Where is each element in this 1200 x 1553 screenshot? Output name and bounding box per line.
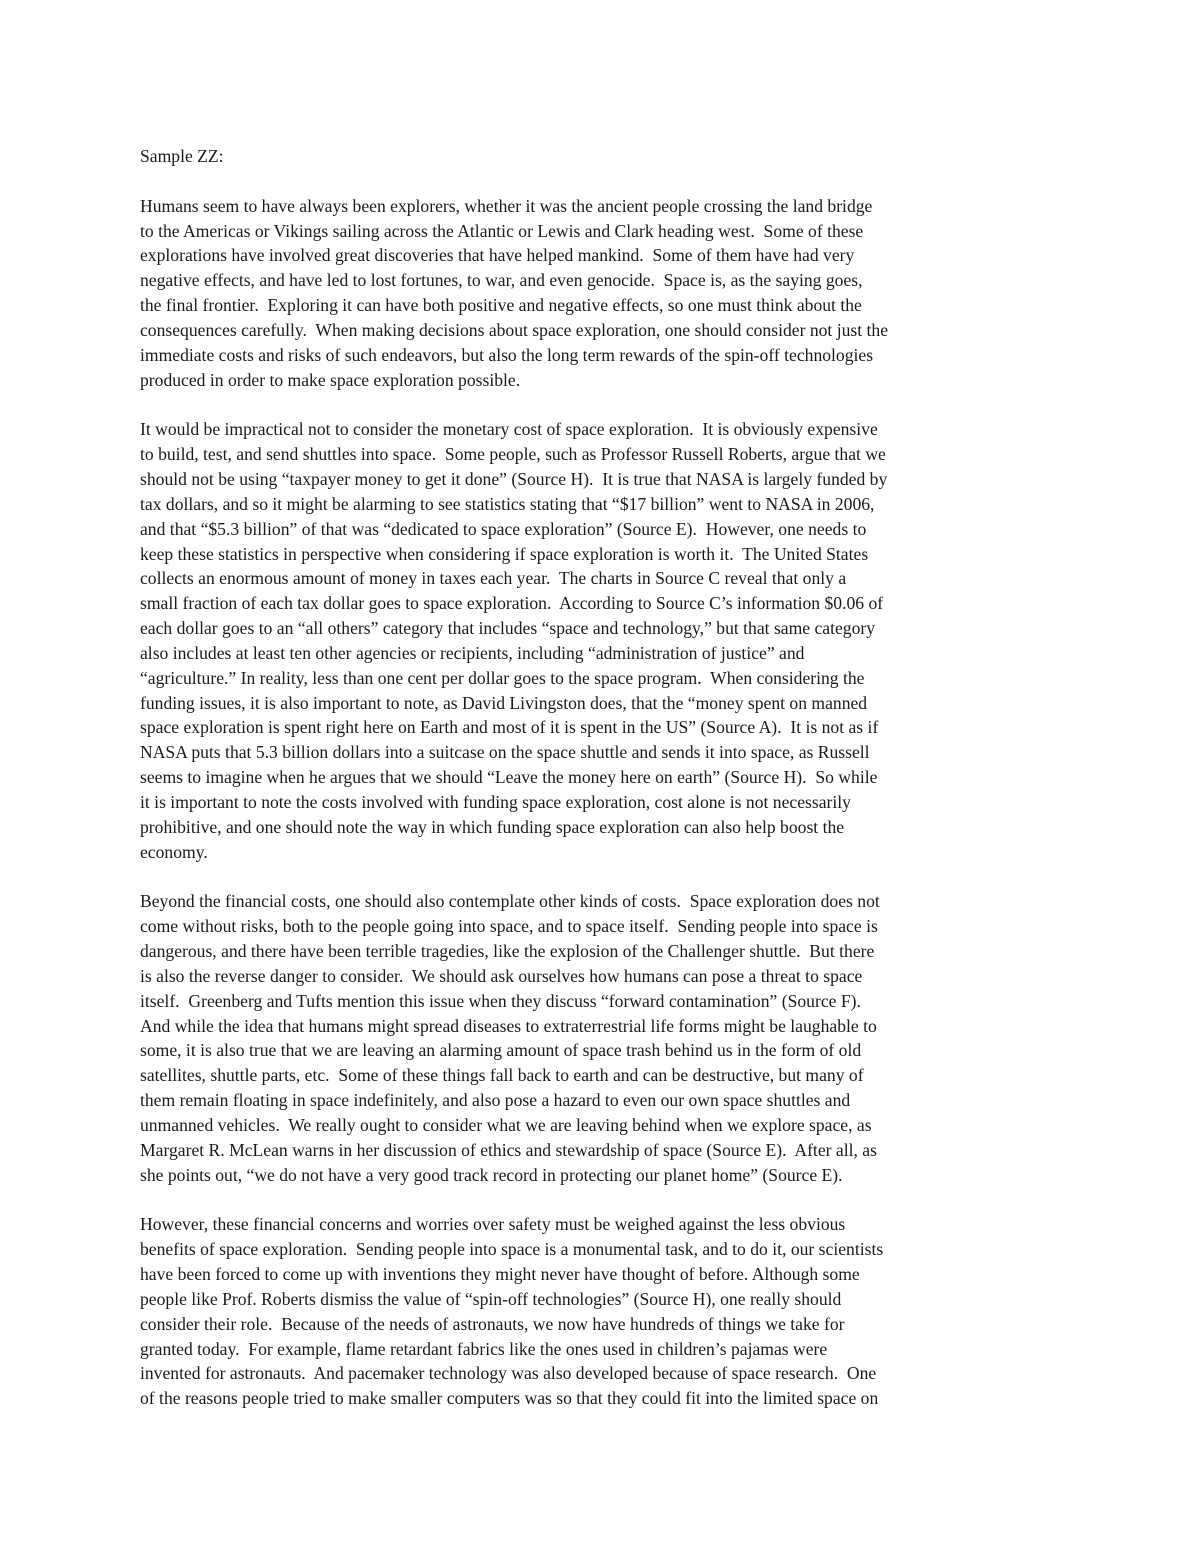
paragraph-line: she points out, “we do not have a very good track record in protecting our planet home” (Source E). [140, 1164, 843, 1185]
paragraph-line: negative effects, and have led to lost fortunes, to war, and even genocide. Space is, as the saying goes, [140, 270, 863, 291]
paragraph-line: However, these financial concerns and worries over safety must be weighed against the less obvious [140, 1214, 846, 1235]
paragraph-line: keep these statistics in perspective when considering if space exploration is worth it. The United States [140, 543, 869, 564]
paragraph-line: them remain floating in space indefinitely, and also pose a hazard to even our own space shuttles and [140, 1090, 851, 1111]
paragraph [140, 889, 1070, 1187]
paragraph-line: And while the idea that humans might spread diseases to extraterrestrial life forms might be laughable to [140, 1015, 877, 1036]
paragraph-line: granted today. For example, flame retardant fabrics like the ones used in children’s pajamas were [140, 1338, 828, 1359]
paragraph-line: to build, test, and send shuttles into space. Some people, such as Professor Russell Roberts, argue that we [140, 444, 886, 465]
paragraph-line: is also the reverse danger to consider. We should ask ourselves how humans can pose a threat to space [140, 965, 863, 986]
paragraph-line: itself. Greenberg and Tufts mention this issue when they discuss “forward contamination” (Source F). [140, 990, 861, 1011]
paragraph-line: come without risks, both to the people going into space, and to space itself. Sending people into space is [140, 916, 878, 937]
paragraph-line: and that “$5.3 billion” of that was “dedicated to space exploration” (Source E). However, one needs to [140, 518, 867, 539]
essay-body [140, 144, 1070, 1411]
paragraph-gap [140, 169, 1070, 194]
paragraph-line: seems to imagine when he argues that we should “Leave the money here on earth” (Source H). So while [140, 767, 878, 788]
paragraph [140, 417, 1070, 864]
paragraph-line: dangerous, and there have been terrible tragedies, like the explosion of the Challenger shuttle. But there [140, 941, 875, 961]
paragraph-line: Beyond the financial costs, one should also contemplate other kinds of costs. Space exploration does not [140, 891, 880, 912]
paragraph-line: space exploration is spent right here on Earth and most of it is spent in the US” (Source A). It is not as if [140, 717, 879, 738]
paragraph [140, 194, 1070, 393]
paragraph-line: each dollar goes to an “all others” category that includes “space and technology,” but that same category [140, 618, 876, 639]
paragraph-line: prohibitive, and one should note the way in which funding space exploration can also help boost the [140, 816, 845, 837]
paragraph-line: should not be using “taxpayer money to get it done” (Source H). It is true that NASA is largely funded by [140, 468, 888, 489]
paragraph-line: consequences carefully. When making decisions about space exploration, one should consider not just the [140, 319, 889, 340]
paragraph-line: tax dollars, and so it might be alarming to see statistics stating that “$17 billion” went to NASA in 2006, [140, 493, 875, 514]
paragraph-line: also includes at least ten other agencies or recipients, including “administration of justice” and [140, 642, 805, 663]
paragraph-line: collects an enormous amount of money in taxes each year. The charts in Source C reveal that only a [140, 568, 847, 589]
paragraph-line: consider their role. Because of the needs of astronauts, we now have hundreds of things we take for [140, 1313, 845, 1334]
paragraph-line: satellites, shuttle parts, etc. Some of these things fall back to earth and can be destructive, but many of [140, 1065, 864, 1086]
paragraph-line: funding issues, it is also important to note, as David Livingston does, that the “money spent on manned [140, 692, 868, 713]
paragraph-line: It would be impractical not to consider the monetary cost of space exploration. It is obviously expensive [140, 419, 878, 440]
paragraph-line: immediate costs and risks of such endeavors, but also the long term rewards of the spin-off technologies [140, 344, 874, 365]
paragraph-line: Margaret R. McLean warns in her discussion of ethics and stewardship of space (Source E). After all, as [140, 1139, 877, 1160]
paragraph-line: explorations have involved great discoveries that have helped mankind. Some of them have had very [140, 245, 855, 266]
paragraph-line: NASA puts that 5.3 billion dollars into a suitcase on the space shuttle and sends it into space, as Russell [140, 742, 870, 763]
paragraph-gap [140, 1187, 1070, 1212]
paragraph-line: of the reasons people tried to make smaller computers was so that they could fit into the limited space on [140, 1388, 879, 1409]
paragraph-line: invented for astronauts. And pacemaker technology was also developed because of space research. One [140, 1363, 877, 1384]
paragraph-line: have been forced to come up with inventions they might never have thought of before. Although some [140, 1263, 860, 1284]
paragraph-line: “agriculture.” In reality, less than one cent per dollar goes to the space program. When considering the [140, 667, 865, 688]
paragraph-gap [140, 864, 1070, 889]
paragraph [140, 1212, 1070, 1411]
paragraph-line: economy. [140, 841, 208, 862]
paragraph-list [140, 194, 1070, 1411]
paragraph-line: it is important to note the costs involved with funding space exploration, cost alone is not necessarily [140, 791, 851, 812]
paragraph-line: people like Prof. Roberts dismiss the value of “spin-off technologies” (Source H), one really should [140, 1288, 842, 1309]
paragraph-line: small fraction of each tax dollar goes to space exploration. According to Source C’s information $0.06 of [140, 593, 884, 614]
paragraph-line: Humans seem to have always been explorers, whether it was the ancient people crossing the land bridge [140, 195, 873, 216]
paragraph-gap [140, 392, 1070, 417]
document-heading: Sample ZZ: [140, 146, 224, 166]
paragraph-line: to the Americas or Vikings sailing across the Atlantic or Lewis and Clark heading west. Some of these [140, 220, 864, 241]
paragraph-line: benefits of space exploration. Sending people into space is a monumental task, and to do it, our scientists [140, 1239, 884, 1260]
paragraph-line: some, it is also true that we are leaving an alarming amount of space trash behind us in the form of old [140, 1040, 862, 1061]
paragraph-line: produced in order to make space exploration possible. [140, 369, 521, 390]
paragraph-line: the final frontier. Exploring it can have both positive and negative effects, so one must think about the [140, 295, 862, 316]
paragraph-line: unmanned vehicles. We really ought to consider what we are leaving behind when we explore space, as [140, 1114, 872, 1135]
